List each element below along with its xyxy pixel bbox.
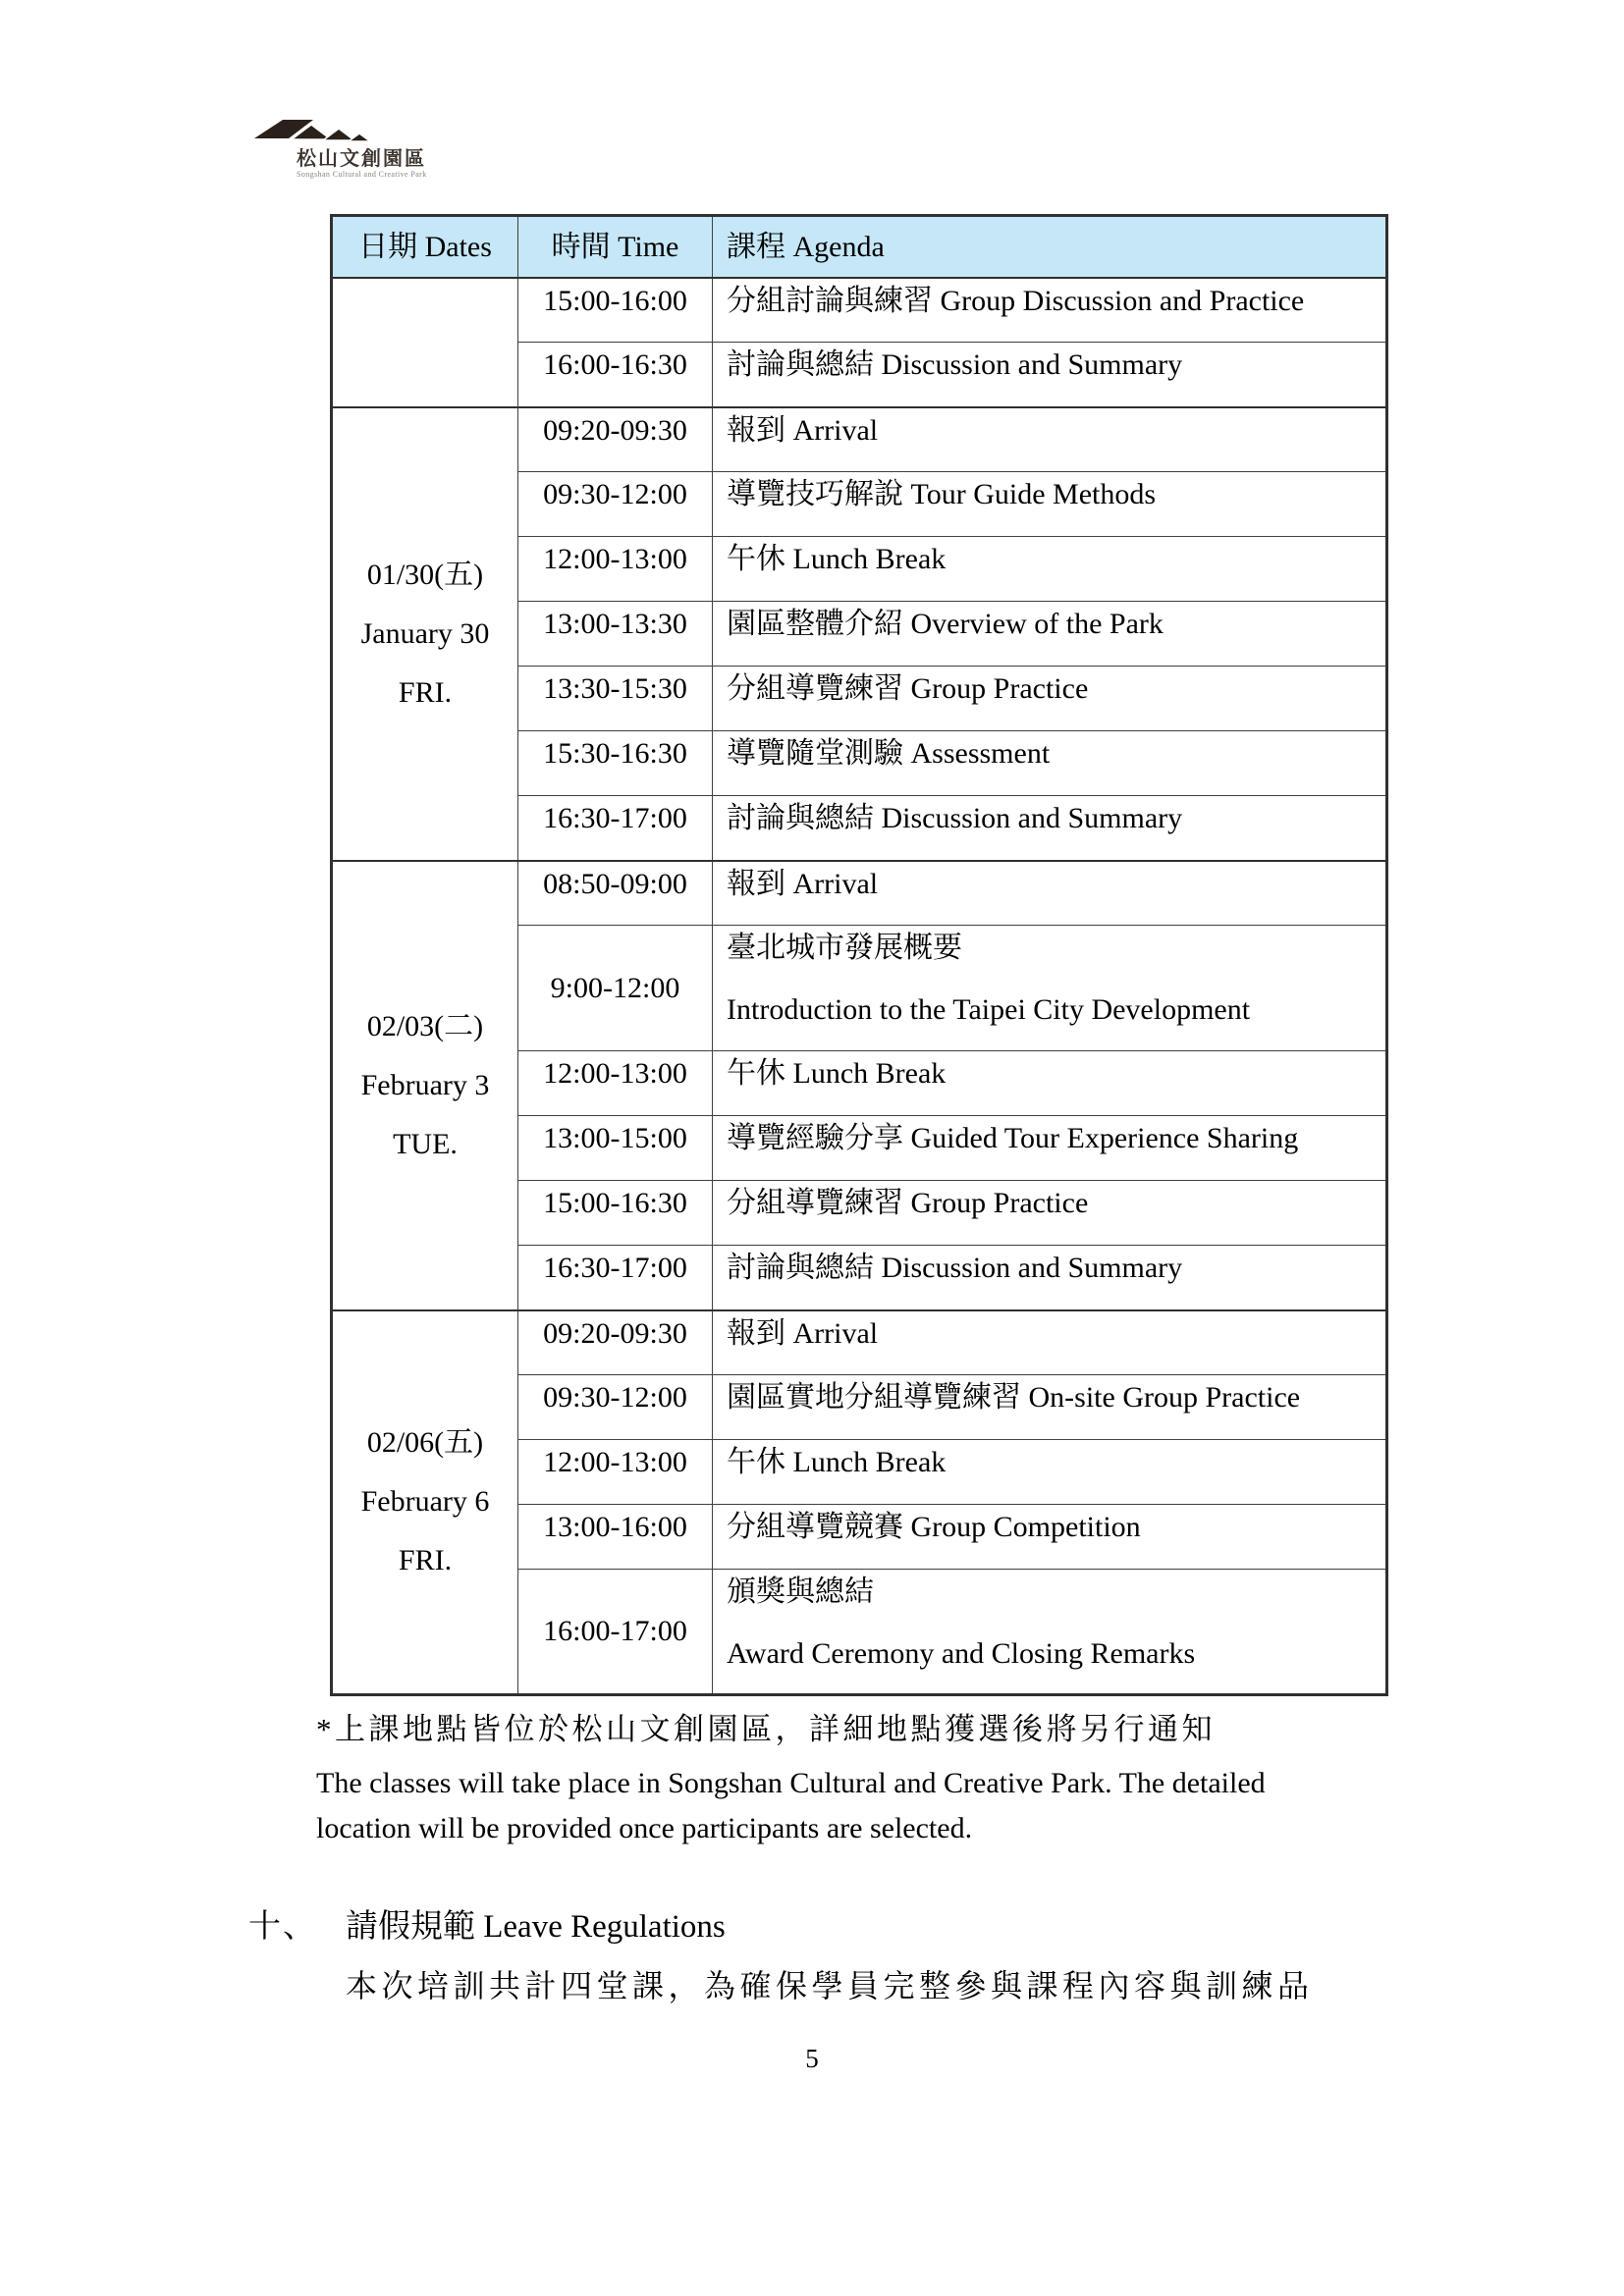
agenda-cell [713, 1246, 1387, 1310]
agenda-line: 導覽隨堂測驗 Assessment [727, 737, 1051, 770]
time-cell: 16:00-17:00 [518, 1570, 713, 1695]
logo-subtitle: Songshan Cultural and Creative Park [297, 170, 427, 179]
time-cell: 13:30-15:30 [518, 667, 713, 731]
agenda-line: 午休 Lunch Break [727, 543, 947, 575]
schedule-table [330, 214, 1388, 1696]
agenda-cell [713, 1310, 1387, 1375]
agenda-cell [713, 1440, 1387, 1505]
date-cell [332, 1310, 518, 1695]
time-cell: 15:30-16:30 [518, 731, 713, 796]
time-cell: 09:30-12:00 [518, 1375, 713, 1440]
agenda-cell [713, 1375, 1387, 1440]
agenda-line: 導覽經驗分享 Guided Tour Experience Sharing [727, 1122, 1299, 1154]
table-row [332, 407, 1387, 472]
time-cell: 09:20-09:30 [518, 407, 713, 472]
time-cell: 16:00-16:30 [518, 343, 713, 407]
agenda-line: 導覽技巧解說 Tour Guide Methods [727, 478, 1157, 510]
agenda-cell [713, 796, 1387, 861]
agenda-cell [713, 1181, 1387, 1246]
date-line: January 30 [360, 616, 490, 650]
agenda-cell [713, 731, 1387, 796]
date-line: 02/03(二) [366, 1009, 484, 1042]
table-row [332, 1310, 1387, 1375]
table-row [332, 278, 1387, 343]
date-cell [332, 861, 518, 1310]
agenda-line: 分組導覽競賽 Group Competition [727, 1511, 1141, 1543]
agenda-line: 午休 Lunch Break [727, 1057, 947, 1090]
date-line: FRI. [398, 1544, 453, 1577]
section-body-text: 本次培訓共計四堂課，為確保學員完整參與課程內容與訓練品 [346, 1968, 1314, 2003]
section-number: 十、 [248, 1909, 317, 1945]
date-line: 01/30(五) [366, 558, 484, 591]
date-cell [332, 278, 518, 407]
agenda-line: Introduction to the Taipei City Development [727, 993, 1251, 1026]
agenda-cell [713, 926, 1387, 1051]
time-cell: 16:30-17:00 [518, 1246, 713, 1310]
agenda-cell [713, 1051, 1387, 1116]
agenda-cell [713, 472, 1387, 537]
section-title: 請假規範 Leave Regulations [346, 1909, 726, 1945]
footnote-chinese: *上課地點皆位於松山文創園區，詳細地點獲選後將另行通知 [316, 1712, 1216, 1746]
footnote-english-2: location will be provided once participants are selected. [316, 1812, 973, 1844]
agenda-cell [713, 1116, 1387, 1181]
date-line: 02/06(五) [366, 1426, 484, 1460]
agenda-line: 園區實地分組導覽練習 On-site Group Practice [727, 1381, 1301, 1414]
page-number: 5 [805, 2044, 819, 2073]
agenda-cell [713, 1570, 1387, 1695]
agenda-cell [713, 278, 1387, 343]
agenda-line: 臺北城市發展概要 [727, 932, 962, 964]
date-cell [332, 407, 518, 861]
time-cell: 08:50-09:00 [518, 861, 713, 926]
agenda-line: 分組導覽練習 Group Practice [727, 1187, 1089, 1219]
agenda-line: 報到 Arrival [727, 413, 879, 447]
table-header-row [332, 216, 1387, 278]
agenda-cell [713, 1505, 1387, 1570]
time-cell: 15:00-16:00 [518, 278, 713, 343]
time-cell: 9:00-12:00 [518, 926, 713, 1051]
table-row [332, 861, 1387, 926]
agenda-line: 討論與總結 Discussion and Summary [727, 802, 1183, 834]
date-line: FRI. [398, 675, 453, 709]
agenda-line: Award Ceremony and Closing Remarks [727, 1637, 1196, 1670]
time-cell: 12:00-13:00 [518, 1051, 713, 1116]
agenda-line: 報到 Arrival [727, 867, 879, 900]
logo-title: 松山文創園區 [297, 148, 426, 170]
time-cell: 13:00-15:00 [518, 1116, 713, 1181]
agenda-cell [713, 667, 1387, 731]
agenda-line: 分組討論與練習 Group Discussion and Practice [727, 284, 1305, 317]
agenda-cell [713, 343, 1387, 407]
location-footnote [316, 1710, 1401, 1851]
section-heading-leave-regulations [248, 1900, 726, 1947]
time-cell: 09:20-09:30 [518, 1310, 713, 1375]
agenda-cell [713, 407, 1387, 472]
roofline-logo-graphic [254, 116, 372, 145]
agenda-cell [713, 537, 1387, 602]
time-cell: 13:00-13:30 [518, 602, 713, 667]
agenda-line: 午休 Lunch Break [727, 1446, 947, 1478]
time-cell: 15:00-16:30 [518, 1181, 713, 1246]
agenda-line: 討論與總結 Discussion and Summary [727, 1252, 1183, 1284]
agenda-line: 討論與總結 Discussion and Summary [727, 348, 1183, 381]
agenda-line: 分組導覽練習 Group Practice [727, 672, 1089, 705]
time-cell: 09:30-12:00 [518, 472, 713, 537]
col-header-time: 時間 Time [518, 216, 713, 278]
time-cell: 12:00-13:00 [518, 1440, 713, 1505]
col-header-agenda: 課程 Agenda [713, 216, 1387, 278]
footnote-english-1: The classes will take place in Songshan Cultural and Creative Park. The detailed [316, 1767, 1266, 1799]
park-logo [252, 116, 449, 179]
agenda-line: 報到 Arrival [727, 1316, 879, 1350]
time-cell: 12:00-13:00 [518, 537, 713, 602]
date-line: TUE. [393, 1127, 458, 1160]
date-line: February 6 [360, 1485, 490, 1519]
date-line: February 3 [360, 1068, 490, 1101]
agenda-line: 頒獎與總結 [727, 1575, 874, 1608]
agenda-line: 園區整體介紹 Overview of the Park [727, 608, 1164, 640]
col-header-dates: 日期 Dates [332, 216, 518, 278]
time-cell: 13:00-16:00 [518, 1505, 713, 1570]
agenda-cell [713, 602, 1387, 667]
agenda-cell [713, 861, 1387, 926]
time-cell: 16:30-17:00 [518, 796, 713, 861]
